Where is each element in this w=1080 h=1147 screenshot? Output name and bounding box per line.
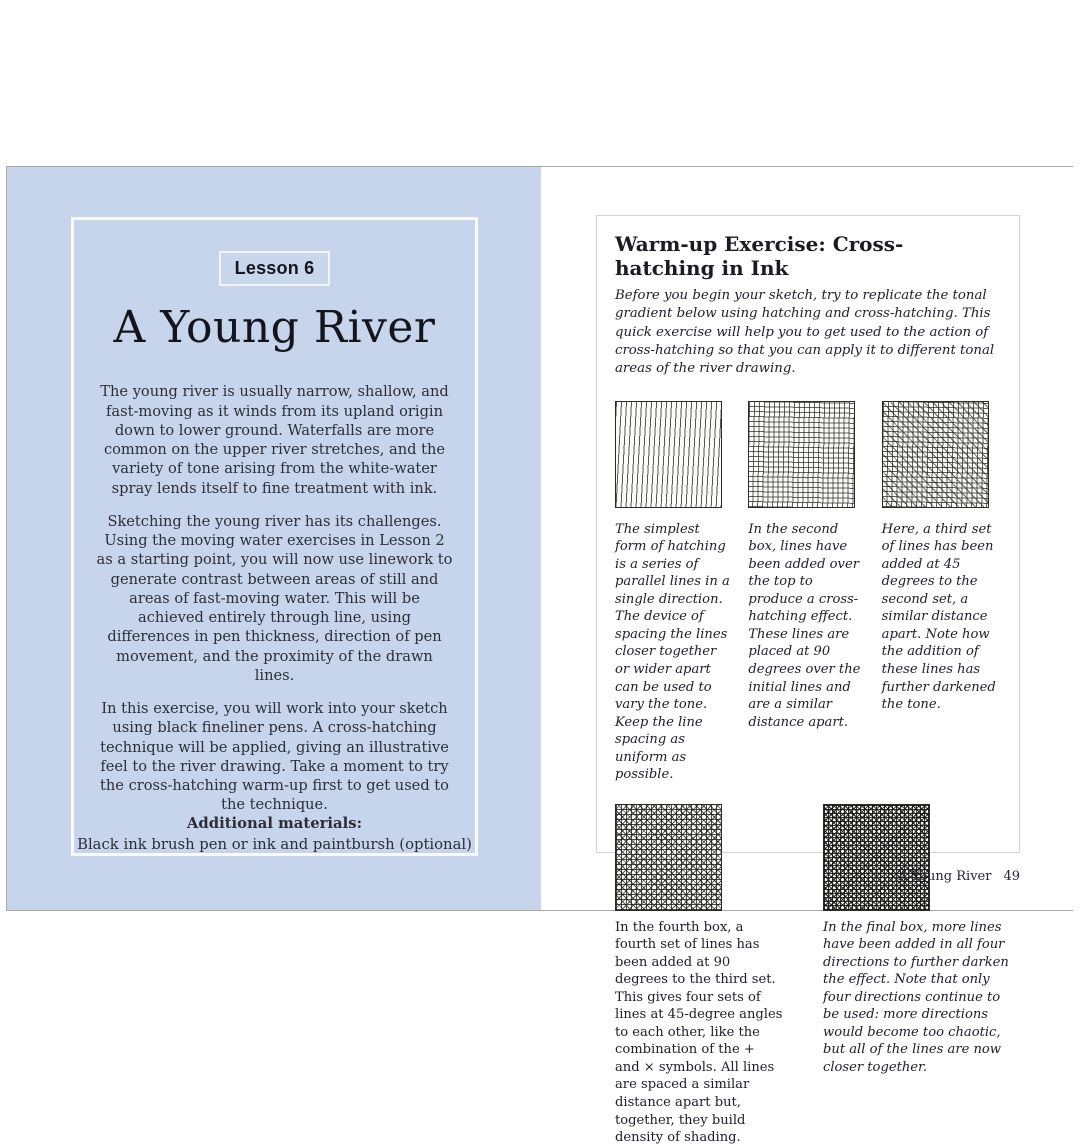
swatch-column [615, 401, 734, 784]
left-page-content [71, 217, 478, 856]
lesson-intro-paragraphs [97, 382, 453, 814]
lesson-title: A Young River [113, 302, 436, 353]
book-spread [6, 166, 1073, 1146]
paragraph: Sketching the young river has its challenges. Using the moving water exercises in Lesson 2 as a starting point, you will now use linework to generate contrast between areas of still and areas of fast-moving water. This will be achieved entirely through line, using differences in pen thickness, direction of pen movement, and the proximity of the drawn lines. [96, 512, 453, 684]
swatch-caption: Here, a third set of lines has been added at 45 degrees to the second set, a similar distance apart. Note how the addition of these lines has further darkened the tone. [881, 521, 996, 713]
cross-hatching-90-swatch [748, 401, 855, 508]
page-number: 49 [1003, 869, 1020, 884]
swatch-column [615, 804, 783, 1147]
running-header-chapter: A Young River [898, 869, 992, 884]
materials-label: Additional materials: [186, 814, 363, 832]
swatch-caption: In the fourth box, a fourth set of lines has been added at 90 degrees to the third set. This gives four sets of lines at 45-degree angles to each other, like the combination of the + and × symbols. All lines are spaced a similar distance apart but, together, they build density of shading. [615, 919, 783, 1146]
paragraph: The young river is usually narrow, shallow, and fast-moving as it winds from its upland origin down to lower ground. Waterfalls are more common on the upper river stretches, and the variety of tone arising from the white-water spray lends itself to fine treatment with ink. [100, 383, 449, 497]
swatch-column [882, 401, 1001, 784]
swatch-caption: In the second box, lines have been added over the top to produce a cross-hatching effect. These lines are placed at 90 degrees over the initial lines and are a similar distance apart. [748, 521, 861, 730]
materials-text: Black ink brush pen or ink and paintbursh (optional) [77, 835, 472, 853]
cross-hatching-dense-swatch [823, 804, 930, 911]
swatch-row-1 [615, 401, 1001, 784]
lesson-badge: Lesson 6 [219, 251, 331, 286]
swatch-column [748, 401, 867, 784]
exercise-intro: Before you begin your sketch, try to replicate the tonal gradient below using hatching and cross-hatching. This quick exercise will help you to get used to the action of cross-hatching so that you can apply it to different tonal areas of the river drawing. [615, 288, 995, 377]
swatch-caption: In the final box, more lines have been added in all four directions to further darken the effect. Note that only four directions continue to be used: more directions would become too chaotic, but all of the lines are now closer together. [823, 919, 1009, 1075]
hatching-vertical-swatch [615, 401, 722, 508]
exercise-title: Warm-up Exercise: Cross-hatching in Ink [615, 232, 904, 280]
swatch-caption: The simplest form of hatching is a series of parallel lines in a single direction. The device of spacing the lines closer together or wider apart can be used to vary the tone. Keep the line spacing as uniform as possible. [615, 521, 730, 783]
swatch-row-2 [615, 804, 1009, 1147]
swatch-column [823, 804, 1011, 1147]
cross-hatching-45-swatch [882, 401, 989, 508]
additional-materials [77, 815, 472, 853]
right-page [541, 167, 1074, 1146]
left-page [7, 167, 541, 910]
page-footer [898, 869, 1020, 884]
paragraph: In this exercise, you will work into your sketch using black fineliner pens. A cross-hatching technique will be applied, giving an illustrative feel to the river drawing. Take a moment to try the cross-hatching warm-up first to get used to the technique. [100, 700, 449, 814]
cross-hatching-four-directions-swatch [615, 804, 722, 911]
